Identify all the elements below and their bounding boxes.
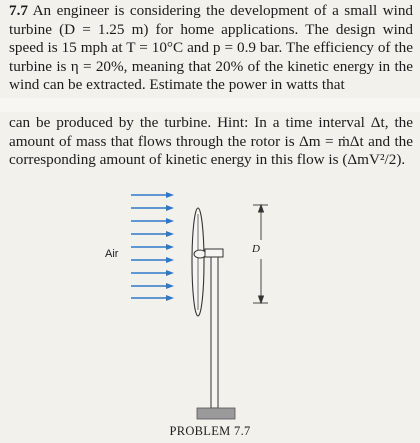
- turbine-nacelle: [205, 249, 223, 257]
- diameter-label: D: [252, 243, 260, 255]
- turbine-hub: [194, 250, 206, 258]
- turbine-tower: [211, 257, 218, 408]
- wind-arrow-head-7: [166, 270, 174, 276]
- wind-arrow-head-6: [166, 257, 174, 263]
- wind-arrow-head-8: [166, 283, 174, 289]
- wind-arrow-head-4: [166, 231, 174, 237]
- wind-arrow-head-3: [166, 218, 174, 224]
- problem-text-2: can be produced by the turbine. Hint: In a time interval Δt, the amount of mass that flows through the rotor is Δm = ṁΔt and the corresponding amount of kinetic energy in this flow is (ΔmV²/2).: [9, 114, 413, 169]
- figure-caption: PROBLEM 7.7: [169, 424, 251, 438]
- air-label: Air: [105, 248, 119, 260]
- ground-base: [197, 408, 235, 419]
- wind-arrows: [131, 192, 174, 301]
- problem-text-1: An engineer is considering the development of a small wind turbine (D = 1.25 m) for home applications. The design wind speed is 15 mph at T = 10°C and p = 0.9 bar. The efficiency of the turbine is η = 20%, meaning that 20% of the kinetic energy in the wind can be extracted. Estimate the power in watts that: [9, 2, 414, 94]
- wind-arrow-head-9: [166, 295, 174, 301]
- wind-arrow-head-2: [166, 205, 174, 211]
- wind-arrow-head-1: [166, 192, 174, 198]
- wind-arrow-head-5: [166, 244, 174, 250]
- problem-number: 7.7: [9, 2, 28, 19]
